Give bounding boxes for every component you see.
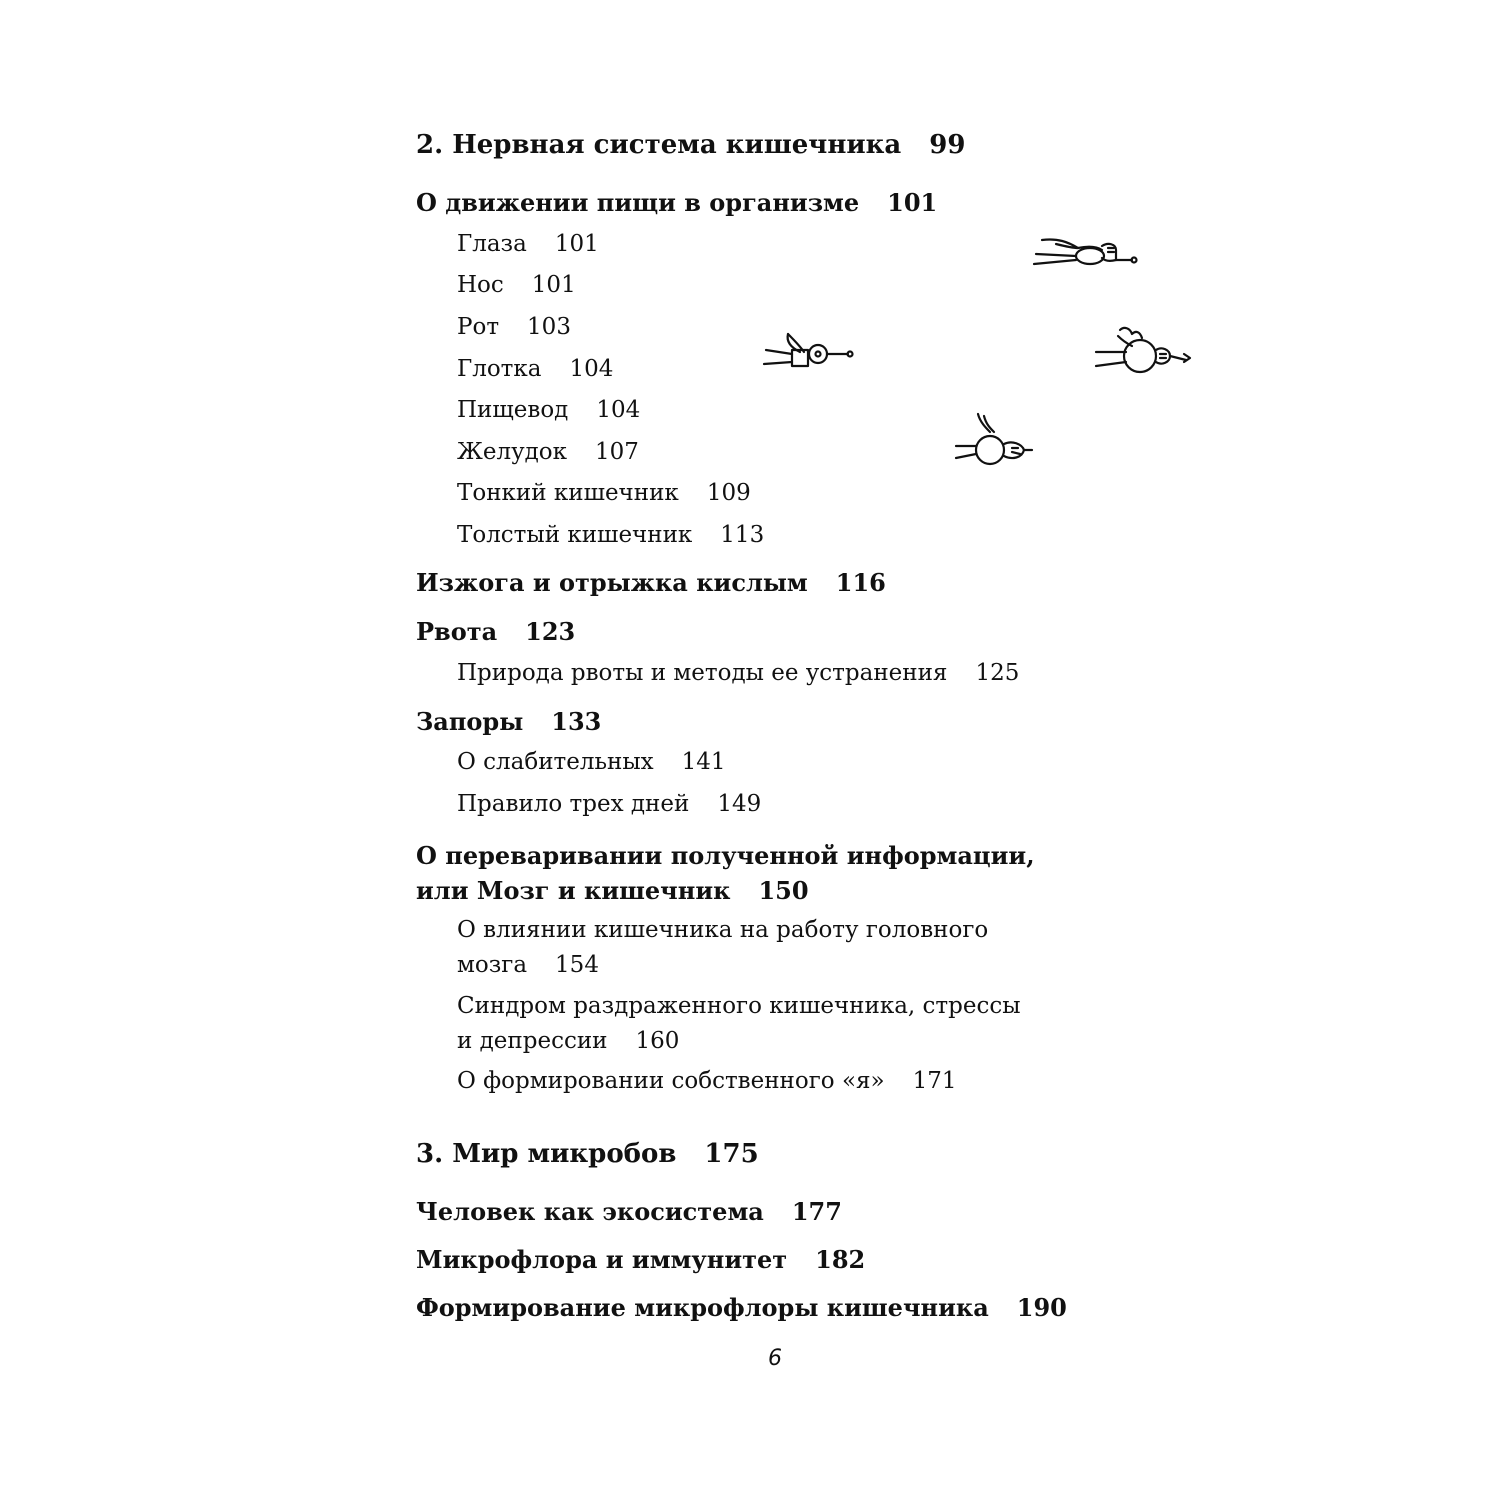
- toc-title: Природа рвоты и методы ее устранения: [457, 660, 948, 686]
- toc-section-formation[interactable]: [416, 1293, 1067, 1322]
- toc-title: Нос: [457, 272, 504, 298]
- toc-sub-small-intestine[interactable]: [457, 480, 751, 506]
- toc-sub-stomach[interactable]: [457, 439, 639, 465]
- toc-section-constipation[interactable]: [416, 707, 601, 736]
- toc-title: О слабительных: [457, 749, 654, 775]
- toc-title: 2. Нервная система кишечника: [416, 130, 902, 160]
- toc-page-number: 123: [525, 617, 576, 646]
- toc-page-number: 104: [569, 356, 614, 382]
- toc-page-number: 177: [791, 1197, 842, 1226]
- toc-page-number: 116: [835, 568, 886, 597]
- toc-section-brain[interactable]: [416, 838, 1035, 908]
- toc-title: О формировании собственного «я»: [457, 1068, 885, 1094]
- toc-section-movement[interactable]: [416, 188, 937, 217]
- toc-sub-three-days[interactable]: [457, 791, 761, 817]
- toc-sub-throat[interactable]: [457, 356, 613, 382]
- toc-page-number: 154: [555, 952, 599, 978]
- toc-section-immunity[interactable]: [416, 1245, 865, 1274]
- toc-page-number: 150: [758, 876, 809, 905]
- flying-creature-doodle: [950, 410, 1036, 472]
- toc-page-number: 101: [531, 272, 576, 298]
- toc-page-number: 133: [551, 707, 602, 736]
- toc-title-line-1: О переваривании полученной информации,: [416, 841, 1035, 870]
- toc-page-number: 182: [815, 1245, 866, 1274]
- toc-title-line-1: О влиянии кишечника на работу головного: [457, 917, 989, 943]
- toc-section-ecosystem[interactable]: [416, 1197, 842, 1226]
- toc-page-number: 113: [720, 522, 765, 548]
- toc-title-line-2: мозга: [457, 952, 528, 978]
- toc-title-line-1: Синдром раздраженного кишечника, стрессы: [457, 993, 1021, 1019]
- toc-sub-self[interactable]: [457, 1068, 957, 1094]
- toc-title: Рвота: [416, 617, 498, 646]
- toc-sub-influence[interactable]: [457, 913, 988, 983]
- toc-title-line-2: или Мозг и кишечник: [416, 876, 731, 905]
- toc-section-vomiting[interactable]: [416, 617, 575, 646]
- toc-sub-nose[interactable]: [457, 272, 576, 298]
- toc-page-number: 175: [704, 1139, 759, 1169]
- toc-chapter-2[interactable]: [416, 130, 965, 160]
- toc-page-number: 104: [596, 397, 641, 423]
- toc-page-number: 109: [706, 480, 751, 506]
- toc-title: Человек как экосистема: [416, 1197, 764, 1226]
- toc-page-number: 160: [635, 1028, 680, 1054]
- toc-sub-laxatives[interactable]: [457, 749, 726, 775]
- toc-page-number: 125: [975, 660, 1020, 686]
- toc-page-number: 107: [594, 439, 639, 465]
- toc-section-heartburn[interactable]: [416, 568, 886, 597]
- toc-page-number: 149: [717, 791, 762, 817]
- flying-creature-doodle: [1028, 232, 1138, 274]
- toc-page-number: 171: [912, 1068, 957, 1094]
- toc-title: Рот: [457, 314, 500, 340]
- toc-title: Толстый кишечник: [457, 522, 693, 548]
- toc-title: Глотка: [457, 356, 542, 382]
- toc-page-number: 141: [681, 749, 726, 775]
- toc-title: Желудок: [457, 439, 567, 465]
- toc-title: О движении пищи в организме: [416, 188, 860, 217]
- toc-title: Изжога и отрыжка кислым: [416, 568, 808, 597]
- toc-title: Формирование микрофлоры кишечника: [416, 1293, 989, 1322]
- toc-sub-eyes[interactable]: [457, 231, 599, 257]
- toc-page-number: 101: [554, 231, 599, 257]
- toc-page-number: 99: [929, 130, 966, 160]
- flying-creature-doodle: [760, 330, 860, 374]
- toc-title: Микрофлора и иммунитет: [416, 1245, 788, 1274]
- toc-title: Глаза: [457, 231, 527, 257]
- toc-title: Пищевод: [457, 397, 569, 423]
- toc-chapter-3[interactable]: [416, 1139, 759, 1169]
- toc-sub-mouth[interactable]: [457, 314, 571, 340]
- toc-sub-esophagus[interactable]: [457, 397, 640, 423]
- toc-sub-large-intestine[interactable]: [457, 522, 764, 548]
- toc-title: Правило трех дней: [457, 791, 690, 817]
- toc-page-number: 190: [1016, 1293, 1067, 1322]
- toc-title: Запоры: [416, 707, 524, 736]
- toc-page-number: 101: [887, 188, 938, 217]
- toc-sub-vomiting-nature[interactable]: [457, 660, 1019, 686]
- flying-creature-doodle: [1090, 322, 1196, 380]
- toc-title: Тонкий кишечник: [457, 480, 679, 506]
- toc-page-number: 103: [527, 314, 571, 340]
- toc-title: 3. Мир микробов: [416, 1139, 677, 1169]
- toc-sub-ibs[interactable]: [457, 989, 1021, 1059]
- page-number: 6: [768, 1346, 782, 1371]
- toc-title-line-2: и депрессии: [457, 1028, 608, 1054]
